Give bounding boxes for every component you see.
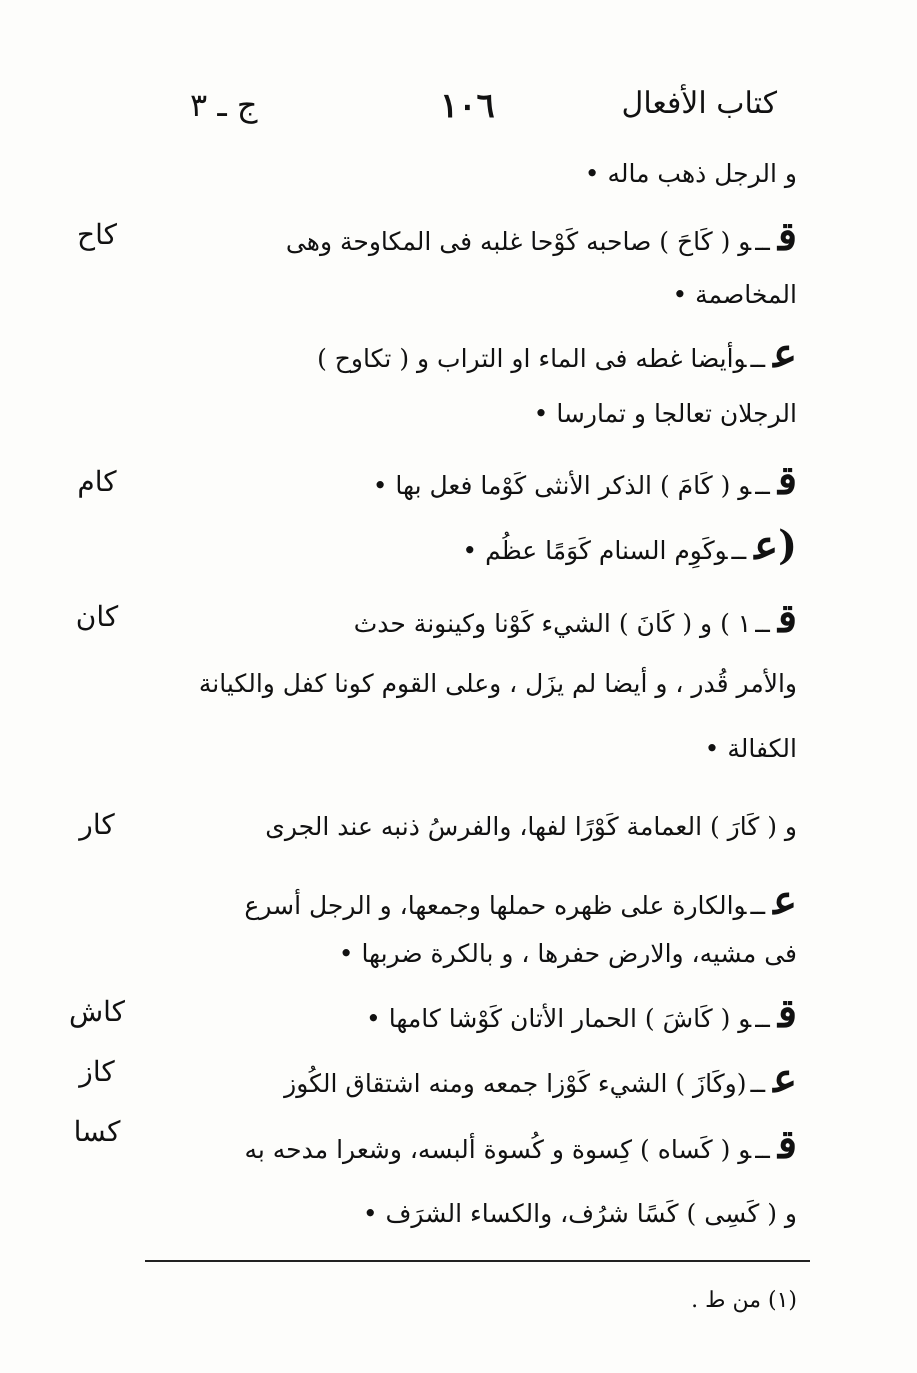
footnote-divider <box>145 1260 810 1262</box>
margin-headword: كاز <box>79 1055 115 1088</box>
entry-marker: ق <box>777 1121 797 1168</box>
text-line: المخاصمة • <box>672 280 797 309</box>
entry-line: قــو ( كَاشَ ) الحمار الأتان كَوْشا كامها • <box>366 990 797 1037</box>
text-line: و الرجل ذهب ماله • <box>584 159 797 188</box>
text-line: فى مشيه، والارض حفرها ، و بالكرة ضربها • <box>338 939 797 968</box>
footnote: (١) من ط . <box>691 1288 797 1313</box>
entry-line: قــ١ ) و ( كَانَ ) الشيء كَوْنا وكينونة حدث <box>353 595 797 642</box>
text-line: و ( كَارَ ) العمامة كَوْرًا لفها، والفرسُ ذنبه عند الجرى <box>265 812 797 841</box>
text-line: الكفالة • <box>704 734 797 763</box>
text-line: والأمر قُدر ، و أيضا لم يزَل ، وعلى القوم كونا كفل والكيانة <box>198 669 797 698</box>
entry-marker: ع <box>773 330 797 377</box>
text-line: و ( كَسِى ) كَسًا شرُف، والكساء الشرَف • <box>362 1199 797 1228</box>
entry-line: قــو ( كَامَ ) الذكر الأنثى كَوْما فعل بها • <box>372 457 797 504</box>
margin-headword: كام <box>77 465 117 498</box>
margin-headword: كاش <box>68 995 126 1028</box>
margin-headword: كسا <box>73 1115 121 1148</box>
entry-marker: ق <box>777 213 797 260</box>
entry-line: عــ(وكَازَ ) الشيء كَوْزا جمعه ومنه اشتقاق الكُوز <box>284 1055 797 1102</box>
entry-marker: (ع <box>754 522 797 569</box>
entry-line: قــو ( كَساه ) كِسوة و كُسوة ألبسه، وشعرا مدحه به <box>244 1121 797 1168</box>
margin-headword: كاح <box>77 218 117 251</box>
text-line: الرجلان تعالجا و تمارسا • <box>533 399 797 428</box>
entry-line: قــو ( كَاحَ ) صاحبه كَوْحا غلبه فى المكاوحة وهى <box>285 213 797 260</box>
entry-marker: ع <box>773 1055 797 1102</box>
page-header <box>0 86 917 136</box>
entry-line: عــوالكارة على ظهره حملها وجمعها، و الرجل أسرع <box>244 877 797 924</box>
book-title: كتاب الأفعال <box>621 86 777 121</box>
margin-headword: كار <box>79 808 115 841</box>
volume-part: ج ـ ٣ <box>190 86 258 124</box>
entry-line: عــوأيضا غطه فى الماء او التراب و ( تكاوح ) <box>317 330 797 377</box>
margin-headword: كان <box>75 600 119 633</box>
entry-marker: ق <box>777 457 797 504</box>
page-number: ١٠٦ <box>440 86 495 126</box>
entry-marker: ع <box>773 877 797 924</box>
entry-marker: ق <box>777 595 797 642</box>
entry-line: (عــوكَوِم السنام كَوَمًا عظُم • <box>462 522 797 569</box>
entry-marker: ق <box>777 990 797 1037</box>
